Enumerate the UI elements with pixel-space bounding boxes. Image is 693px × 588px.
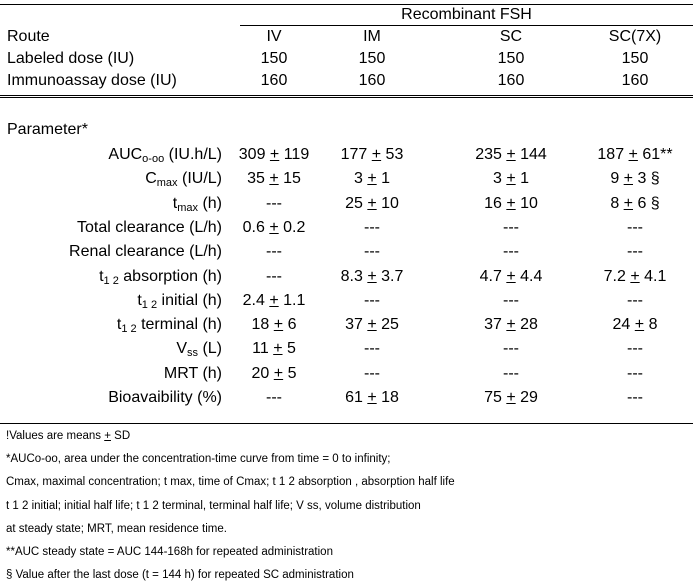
- param-cell: ---: [364, 340, 380, 358]
- param-cell: ---: [503, 218, 519, 236]
- param-label: $AUC_{o-oo}$ (IU.h/L): [108, 146, 222, 165]
- param-cell: 16 + 10: [484, 194, 538, 212]
- param-cell: ---: [364, 291, 380, 309]
- param-cell: 8 + 6 §: [610, 194, 660, 212]
- param-cell: 35 + 15: [247, 170, 301, 188]
- group-rule: [240, 25, 693, 26]
- param-cell: 3 + 1: [353, 170, 391, 188]
- param-label: Renal clearance (L/h): [69, 243, 222, 261]
- param-cell: ---: [364, 364, 380, 382]
- param-cell: 0.6 + 0.2: [242, 218, 306, 236]
- param-cell: 3 + 1: [492, 170, 530, 188]
- param-cell: 309 + 119: [238, 146, 310, 163]
- param-cell: ---: [503, 291, 519, 309]
- param-cell: ---: [627, 218, 643, 236]
- param-cell: 37 + 25: [345, 316, 399, 334]
- param-cell: 24 + 8: [612, 316, 658, 334]
- param-cell: ---: [503, 243, 519, 261]
- param-cell: ---: [627, 291, 643, 309]
- col-header-im: IM: [363, 28, 381, 45]
- header-rule-2: [0, 97, 693, 98]
- param-label: $t_{1 2}$ absorption (h): [99, 267, 222, 287]
- param-cell: ---: [266, 194, 282, 212]
- param-cell: 235 + 144: [475, 146, 547, 163]
- param-cell: 75 + 29: [484, 389, 538, 406]
- param-cell: 37 + 28: [484, 316, 538, 334]
- param-cell: 4.7 + 4.4: [479, 267, 543, 285]
- param-cell: ---: [627, 389, 643, 406]
- param-cell: ---: [627, 243, 643, 261]
- param-cell: ---: [364, 218, 380, 236]
- col-header-iv: IV: [266, 28, 282, 45]
- parameter-heading: Parameter*: [7, 121, 88, 138]
- param-cell: 18 + 6: [251, 316, 297, 334]
- param-subscript: 1 2: [121, 323, 137, 336]
- footnote-line: !Values are means + SD: [6, 430, 131, 442]
- param-label: MRT (h): [163, 364, 222, 382]
- footnote-line: *AUCo-oo, area under the concentration-time curve from time = 0 to infinity;: [6, 453, 391, 466]
- dose-cell: 150: [358, 50, 386, 67]
- param-subscript: max: [177, 201, 198, 214]
- param-label: $t_{max}$ (h): [172, 194, 222, 214]
- param-subscript: o-oo: [142, 153, 165, 165]
- col-header-sc: SC: [499, 28, 523, 45]
- dose-cell: 160: [358, 72, 386, 89]
- param-cell: 8.3 + 3.7: [340, 267, 404, 285]
- param-label: $C_{max}$ (IU/L): [145, 170, 222, 190]
- bottom-rule: [0, 423, 693, 424]
- param-cell: ---: [266, 243, 282, 261]
- dose-cell: 150: [621, 50, 649, 67]
- param-label: Total clearance (L/h): [77, 218, 222, 236]
- param-subscript: ss: [187, 347, 198, 360]
- dose-cell: 150: [497, 50, 525, 67]
- param-cell: 177 + 53: [340, 146, 404, 163]
- footnote-line: at steady state; MRT, mean residence time.: [6, 522, 227, 535]
- header-rule: [0, 95, 693, 96]
- param-cell: 9 + 3 §: [610, 170, 660, 188]
- footnote-line: Cmax, maximal concentration; t max, time of Cmax; t 1 2 absorption , absorption half life: [6, 476, 455, 489]
- param-cell: ---: [627, 340, 643, 358]
- param-subscript: 1 2: [103, 274, 119, 287]
- param-cell: ---: [503, 364, 519, 382]
- dose-cell: 150: [260, 50, 288, 67]
- param-cell: 11 + 5: [252, 340, 296, 358]
- param-cell: ---: [503, 340, 519, 358]
- param-label: $V_{ss}$ (L): [176, 340, 222, 360]
- param-cell: ---: [627, 364, 643, 382]
- param-label: Bioavaibility (%): [108, 389, 222, 406]
- col-header-sc7x: SC(7X): [608, 28, 662, 45]
- param-cell: 7.2 + 4.1: [603, 267, 667, 285]
- group-label: Recombinant FSH: [401, 6, 532, 23]
- param-cell: 61 + 18: [345, 389, 399, 406]
- param-cell: 25 + 10: [345, 194, 399, 212]
- dose-row-label: Immunoassay dose (IU): [7, 72, 177, 89]
- param-cell: ---: [266, 389, 282, 406]
- param-subscript: 1 2: [141, 298, 158, 311]
- param-cell: ---: [266, 267, 282, 285]
- param-label: $t_{1 2}$ initial (h): [137, 291, 222, 311]
- param-cell: 20 + 5: [251, 364, 297, 382]
- footnote-line: t 1 2 initial; initial half life; t 1 2 terminal, terminal half life; V ss, volume distribution: [6, 499, 421, 512]
- param-subscript: max: [156, 177, 178, 190]
- route-label: Route: [7, 28, 50, 45]
- dose-row-label: Labeled dose (IU): [7, 50, 135, 67]
- param-cell: ---: [364, 243, 380, 261]
- footnote-line: **AUC steady state = AUC 144-168h for repeated administration: [6, 546, 333, 558]
- param-cell: 2.4 + 1.1: [242, 291, 306, 309]
- param-cell: 187 + 61**: [597, 146, 673, 163]
- param-label: $t_{1 2}$ terminal (h): [116, 316, 222, 336]
- dose-cell: 160: [497, 72, 525, 89]
- dose-cell: 160: [260, 72, 288, 89]
- footnote-line: § Value after the last dose (t = 144 h) for repeated SC administration: [6, 569, 354, 582]
- dose-cell: 160: [621, 72, 649, 89]
